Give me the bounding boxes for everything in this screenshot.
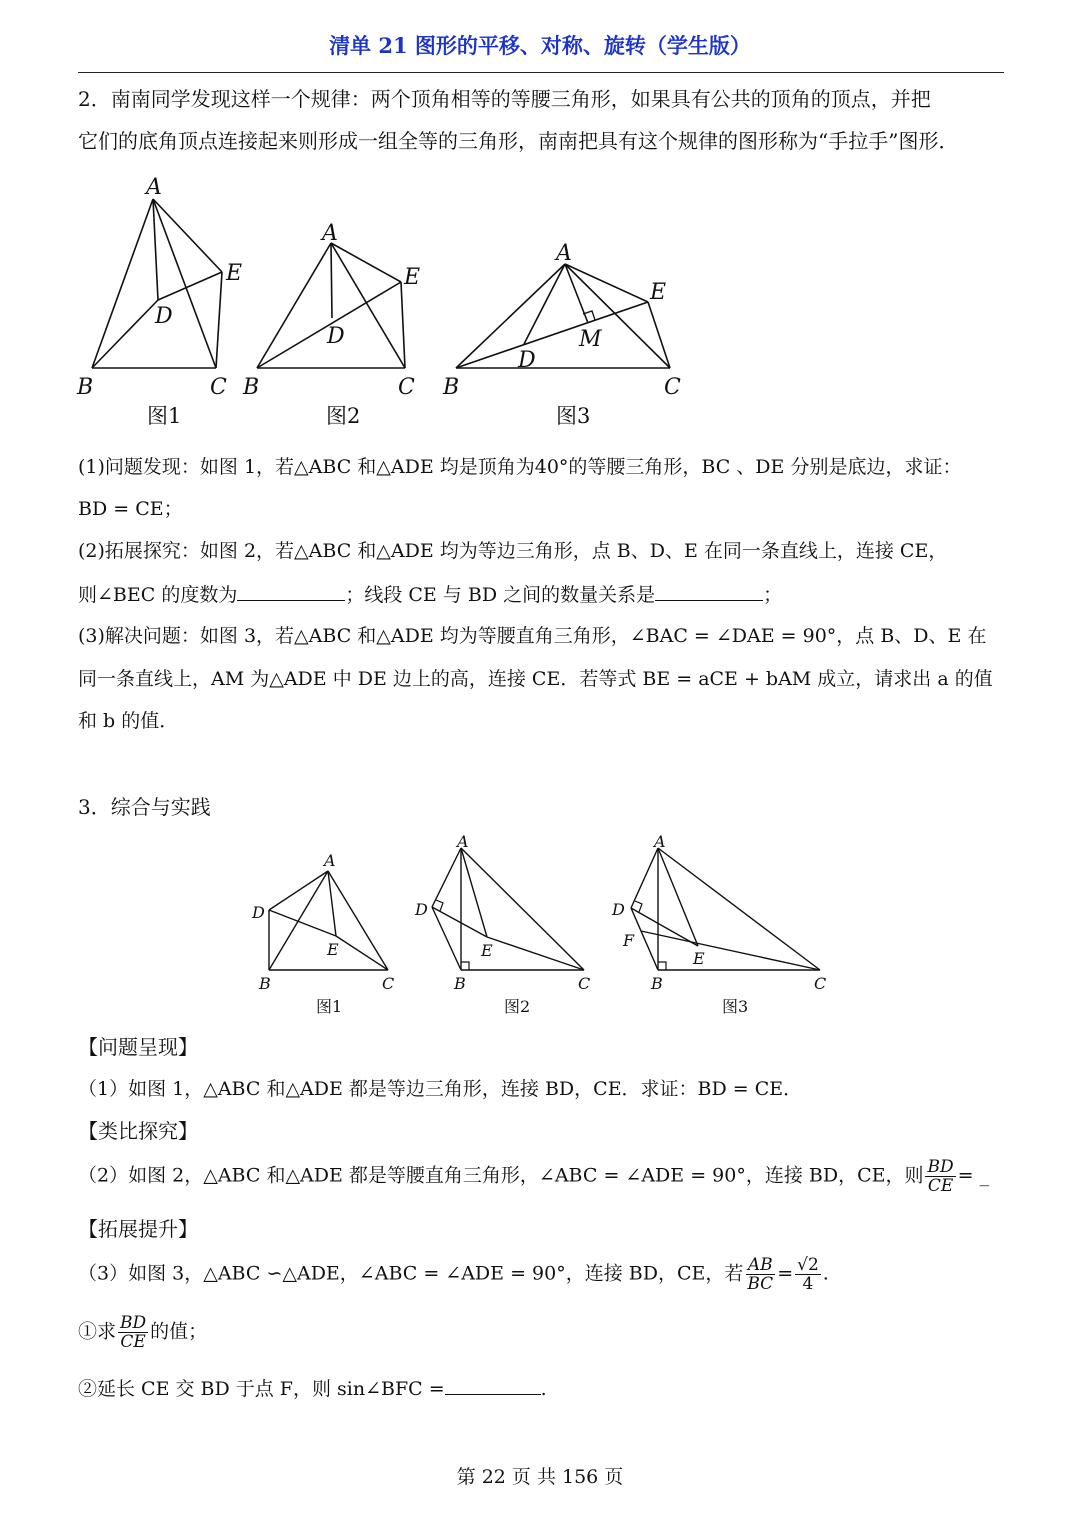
q3-item3-fraction-root2-4	[795, 1256, 821, 1293]
q3-item2-fraction	[925, 1158, 955, 1195]
q3-item3-rhs-num: √2	[797, 1255, 819, 1275]
q3f1-label-B: B	[259, 974, 271, 993]
header-divider	[78, 72, 1004, 73]
q3-sub1	[78, 1314, 207, 1351]
q3f2-edge-AD	[432, 848, 461, 907]
q2f3-label-C: C	[664, 375, 681, 400]
q3f3-edge-DE	[631, 908, 698, 946]
q3f2-edge-DE	[432, 907, 487, 937]
q2-part2-prompt-angle: 则∠BEC 的度数为	[78, 584, 238, 606]
q3-item2-tail: = _	[957, 1164, 990, 1187]
q2-figures	[0, 170, 1080, 440]
q2f3-edge-AB	[456, 264, 565, 368]
q2-intro-line2: 它们的底角顶点连接起来则形成一组全等的三角形，南南把具有这个规律的图形称为“手拉手”图形．	[78, 129, 959, 153]
q3-item2	[78, 1158, 989, 1195]
q2f2-edge-AD	[331, 243, 332, 318]
q2f1-label-E: E	[226, 261, 243, 286]
page-footer: 第 22 页 共 156 页	[456, 1466, 624, 1488]
q2f1-edge-AC	[153, 199, 216, 368]
q2-fig1-caption: 图1	[147, 404, 182, 428]
q3-sub1-suffix: 的值；	[150, 1320, 208, 1343]
q2-part2-end: ；	[763, 584, 783, 606]
q2-part3-line2: 同一条直线上，AM 为△ADE 中 DE 边上的高，连接 CE．若等式 BE = aCE + bAM 成立，请求出 a 的值	[78, 668, 993, 690]
q3f3-label-B: B	[651, 974, 663, 993]
q2f1-edge-CE	[216, 272, 222, 368]
q3-section-problem: 【问题呈现】	[78, 1035, 198, 1059]
q3f3-edge-BD	[631, 908, 658, 970]
q3f3-label-D: D	[612, 900, 625, 919]
q2f1-label-D: D	[155, 304, 173, 329]
q2-part2-line1: (2)拓展探究：如图 2，若△ABC 和△ADE 均为等边三角形，点 B、D、E 在同一条直线上，连接 CE，	[78, 540, 948, 562]
q3-item3-rhs-den: 4	[802, 1274, 814, 1294]
q2f1-edge-AB	[92, 199, 153, 368]
q2f3-label-A: A	[556, 241, 572, 266]
q2f2-edge-AB	[257, 243, 331, 368]
q3-section-extend: 【拓展提升】	[78, 1217, 198, 1241]
q3-sub2	[78, 1376, 547, 1400]
q3f3-label-C: C	[814, 974, 827, 993]
q3-item3-frac-num: AB	[747, 1255, 773, 1275]
answer-blank-sin-bfc[interactable]	[445, 1376, 541, 1395]
q3f1-edge-CE	[336, 936, 388, 970]
q3-item2-frac-num: BD	[927, 1157, 954, 1177]
answer-blank-angle-bec[interactable]	[237, 582, 345, 601]
q3f1-edge-AE	[328, 871, 336, 936]
q2-part2-line2	[78, 582, 782, 606]
q3f3-right-angle-mark-B	[658, 962, 666, 970]
q3-item3-fraction-ab-bc	[745, 1256, 775, 1293]
q3-fig2-caption: 图2	[504, 997, 531, 1016]
q3f1-edge-AD	[269, 871, 328, 910]
q2f3-edge-BE	[456, 302, 648, 368]
q3f3-label-E: E	[693, 949, 705, 968]
q3-sub2-text: ②延长 CE 交 BD 于点 F，则 sin∠BFC =	[78, 1378, 445, 1400]
q2f2-edge-CE	[401, 282, 405, 368]
q3f2-label-E: E	[481, 941, 493, 960]
q2-fig3-caption: 图3	[556, 404, 591, 428]
q2f1-edge-AE	[153, 199, 222, 272]
q2f3-label-E: E	[650, 280, 667, 305]
q3f1-label-A: A	[324, 851, 336, 870]
q2-part2-prompt-relation: ；线段 CE 与 BD 之间的数量关系是	[345, 584, 656, 606]
q2f3-label-M: M	[579, 327, 602, 352]
q3f1-label-E: E	[327, 940, 339, 959]
q3-sub1-frac-den: CE	[120, 1332, 146, 1352]
q3f3-label-F: F	[623, 931, 635, 950]
q2f2-edge-AE	[331, 243, 401, 282]
page-header-title: 清单 21 图形的平移、对称、旋转（学生版）	[329, 33, 751, 58]
q3-item2-text: （2）如图 2，△ABC 和△ADE 都是等腰直角三角形，∠ABC = ∠ADE = 90°，连接 BD，CE，则	[78, 1164, 924, 1187]
q2f3-label-D: D	[518, 348, 536, 373]
q3-sub1-frac-num: BD	[120, 1313, 147, 1333]
q3f2-edge-BD	[432, 907, 461, 970]
q2f2-label-D: D	[327, 324, 345, 349]
q3f2-edge-CE	[487, 937, 584, 970]
q2-part1-line2: BD = CE；	[78, 498, 183, 520]
q3f1-label-C: C	[382, 974, 395, 993]
q2f1-edge-BD	[92, 300, 158, 368]
q3-title: 3．综合与实践	[78, 795, 211, 819]
q2-intro-line1: 2．南南同学发现这样一个规律：两个顶角相等的等腰三角形，如果具有公共的顶角的顶点，并把	[78, 87, 931, 111]
q3f3-edge-AD	[631, 848, 658, 908]
q2f1-label-A: A	[146, 175, 162, 200]
q2f2-label-C: C	[398, 375, 415, 400]
q3f1-label-D: D	[252, 903, 265, 922]
q2-part3-line1: (3)解决问题：如图 3，若△ABC 和△ADE 均为等腰直角三角形，∠BAC = ∠DAE = 90°，点 B、D、E 在	[78, 625, 987, 647]
q2f1-label-B: B	[77, 375, 94, 400]
q3-item3-text: （3）如图 3，△ABC ∽△ADE，∠ABC = ∠ADE = 90°，连接 BD，CE，若	[78, 1262, 744, 1285]
q2-fig2-caption: 图2	[326, 404, 361, 428]
q3f2-label-B: B	[454, 974, 466, 993]
q2f1-edge-AD	[153, 199, 158, 300]
q2f1-label-C: C	[210, 375, 227, 400]
q2f3-label-B: B	[443, 375, 460, 400]
q3-item2-frac-den: CE	[927, 1176, 954, 1196]
q3f2-right-angle-mark-B	[461, 962, 469, 970]
q2f2-label-E: E	[404, 265, 421, 290]
q3-sub1-prefix: ①求	[78, 1320, 117, 1343]
q3f2-label-C: C	[578, 974, 591, 993]
q3-item3-equals: =	[777, 1262, 794, 1285]
q3f3-label-A: A	[654, 832, 666, 851]
q3-fig1-caption: 图1	[316, 997, 343, 1016]
q2-part3-line3: 和 b 的值．	[78, 710, 179, 732]
q3f2-label-A: A	[457, 832, 469, 851]
q3-item3-end: .	[822, 1262, 829, 1285]
q3-section-analogy: 【类比探究】	[78, 1119, 198, 1143]
q2f2-label-A: A	[322, 221, 338, 246]
q3-sub2-end: .	[540, 1378, 547, 1400]
q3-fig3-caption: 图3	[722, 997, 749, 1016]
q2f2-label-B: B	[243, 375, 260, 400]
q3f2-label-D: D	[415, 900, 428, 919]
q3-sub1-fraction	[118, 1314, 148, 1351]
q2f1-edge-DE	[158, 272, 222, 300]
q3-figures	[0, 830, 1080, 1020]
answer-blank-ce-bd-relation[interactable]	[655, 582, 763, 601]
q3-item3	[78, 1256, 829, 1293]
q3-item3-frac-den: BC	[747, 1274, 774, 1294]
q2f2-edge-AC	[331, 243, 405, 368]
q3-item1: （1）如图 1，△ABC 和△ADE 都是等边三角形，连接 BD，CE．求证：BD = CE．	[78, 1078, 803, 1100]
q2-part1-line1: (1)问题发现：如图 1，若△ABC 和△ADE 均是顶角为40°的等腰三角形，BC 、DE 分别是底边，求证：	[78, 456, 962, 478]
q3f1-edge-AB	[269, 871, 328, 970]
